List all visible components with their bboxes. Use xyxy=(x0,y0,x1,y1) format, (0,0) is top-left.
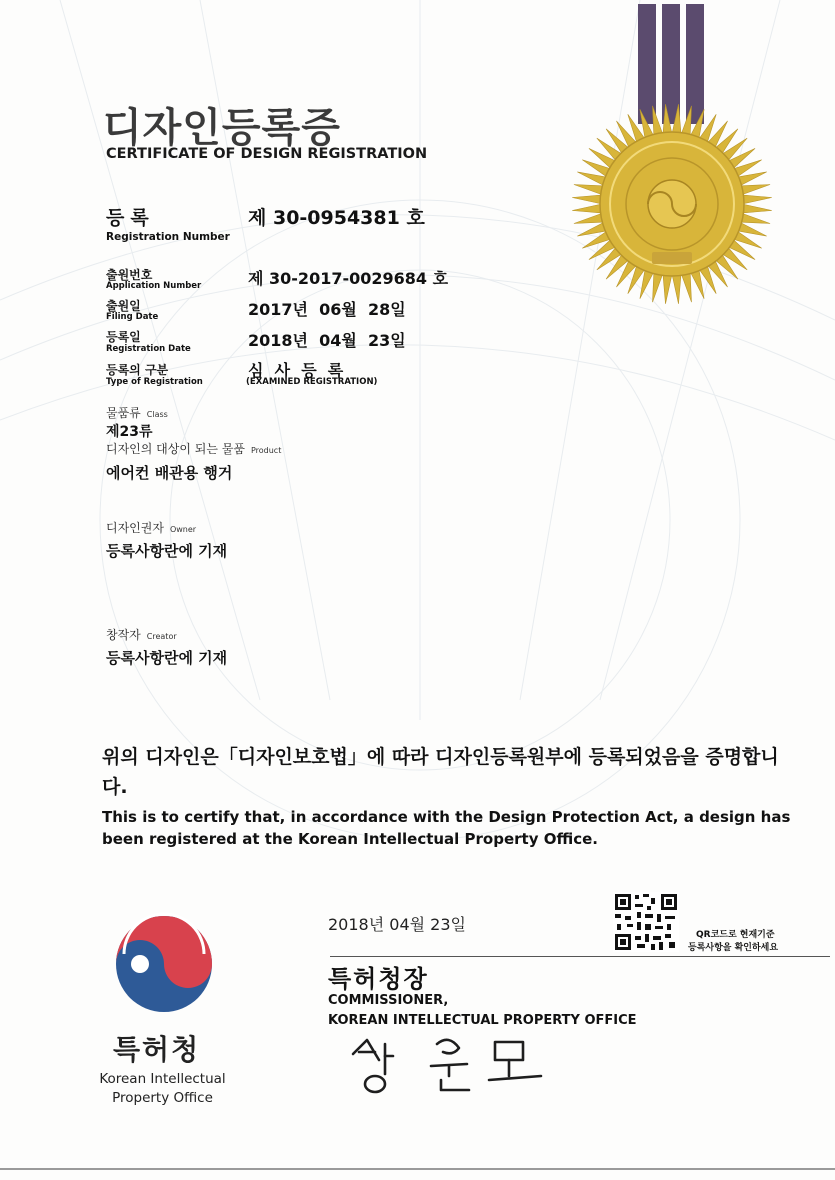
product-label-ko: 디자인의 대상이 되는 물품 xyxy=(106,442,245,456)
owner-value: 등록사항란에 기재 xyxy=(106,542,228,560)
commissioner-signature xyxy=(345,1030,555,1100)
registration-date-label-en: Registration Date xyxy=(106,344,191,354)
product-label xyxy=(106,440,281,457)
registration-type-label-ko: 등록의 구분 xyxy=(106,363,169,377)
gold-seal-icon xyxy=(568,100,776,308)
application-number-value: 제 30-2017-0029684 호 xyxy=(248,269,449,288)
registration-number: 제 30-0954381 호 xyxy=(248,207,425,229)
owner-label-ko: 디자인권자 xyxy=(106,521,164,535)
qr-code-icon[interactable] xyxy=(613,892,679,952)
certificate-title-en: CERTIFICATE OF DESIGN REGISTRATION xyxy=(106,146,428,162)
registration-date-value: 2018년 04월 23일 xyxy=(248,331,406,350)
registration-type-sub: (EXAMINED REGISTRATION) xyxy=(246,377,378,387)
creator-label-en: Creator xyxy=(146,632,177,641)
divider xyxy=(330,956,830,957)
registration-type-label-en: Type of Registration xyxy=(106,377,203,387)
class-label-en: Class xyxy=(146,410,168,419)
kipo-name-en-line1: Korean Intellectual xyxy=(99,1071,226,1087)
filing-date-label-en: Filing Date xyxy=(106,312,159,322)
certification-statement-ko: 위의 디자인은「디자인보호법」에 따라 디자인등록원부에 등록되었음을 증명합니다. xyxy=(102,746,779,798)
registration-label-en: Registration Number xyxy=(106,231,230,243)
certification-statement-en: This is to certify that, in accordance with the Design Protection Act, a design has been registered at the Korean Intellectual Property Office. xyxy=(102,808,791,848)
commissioner-title-en xyxy=(328,991,637,1031)
commissioner-title-en-line2: KOREAN INTELLECTUAL PROPERTY OFFICE xyxy=(328,1013,637,1028)
class-label-ko: 물품류 xyxy=(106,406,141,420)
filing-date-value: 2017년 06월 28일 xyxy=(248,300,406,319)
creator-label xyxy=(106,626,177,643)
owner-label-en: Owner xyxy=(169,525,197,534)
kipo-name-ko: 특허청 xyxy=(113,1033,201,1066)
issue-date: 2018년 04월 23일 xyxy=(328,915,466,934)
owner-label xyxy=(106,519,196,536)
registration-date-label-ko: 등록일 xyxy=(106,330,141,344)
application-number-label-en: Application Number xyxy=(106,281,202,291)
creator-label-ko: 창작자 xyxy=(106,628,141,642)
product-value: 에어컨 배관용 행거 xyxy=(106,464,233,482)
commissioner-title-ko: 특허청장 xyxy=(328,965,429,993)
class-value: 제23류 xyxy=(106,424,153,440)
creator-value: 등록사항란에 기재 xyxy=(106,649,228,667)
registration-type-value: 심 사 등 록 xyxy=(248,361,344,380)
kipo-name-en xyxy=(90,1070,235,1108)
application-number-label-ko: 출원번호 xyxy=(106,268,153,282)
kipo-name-en-line2: Property Office xyxy=(112,1090,213,1106)
commissioner-title-en-line1: COMMISSIONER, xyxy=(328,993,449,1008)
registration-label-ko: 등록 xyxy=(106,207,155,229)
qr-caption xyxy=(688,929,778,955)
kipo-logo-icon xyxy=(112,912,216,1016)
bottom-border xyxy=(0,1168,835,1170)
qr-caption-line2: 등록사항을 확인하세요 xyxy=(688,943,779,953)
product-label-en: Product xyxy=(250,446,282,455)
class-label xyxy=(106,404,168,421)
qr-caption-line1: QR코드로 현재기준 xyxy=(696,930,775,940)
certificate-title-ko: 디자인등록증 xyxy=(103,105,341,151)
filing-date-label-ko: 출원일 xyxy=(106,299,141,313)
